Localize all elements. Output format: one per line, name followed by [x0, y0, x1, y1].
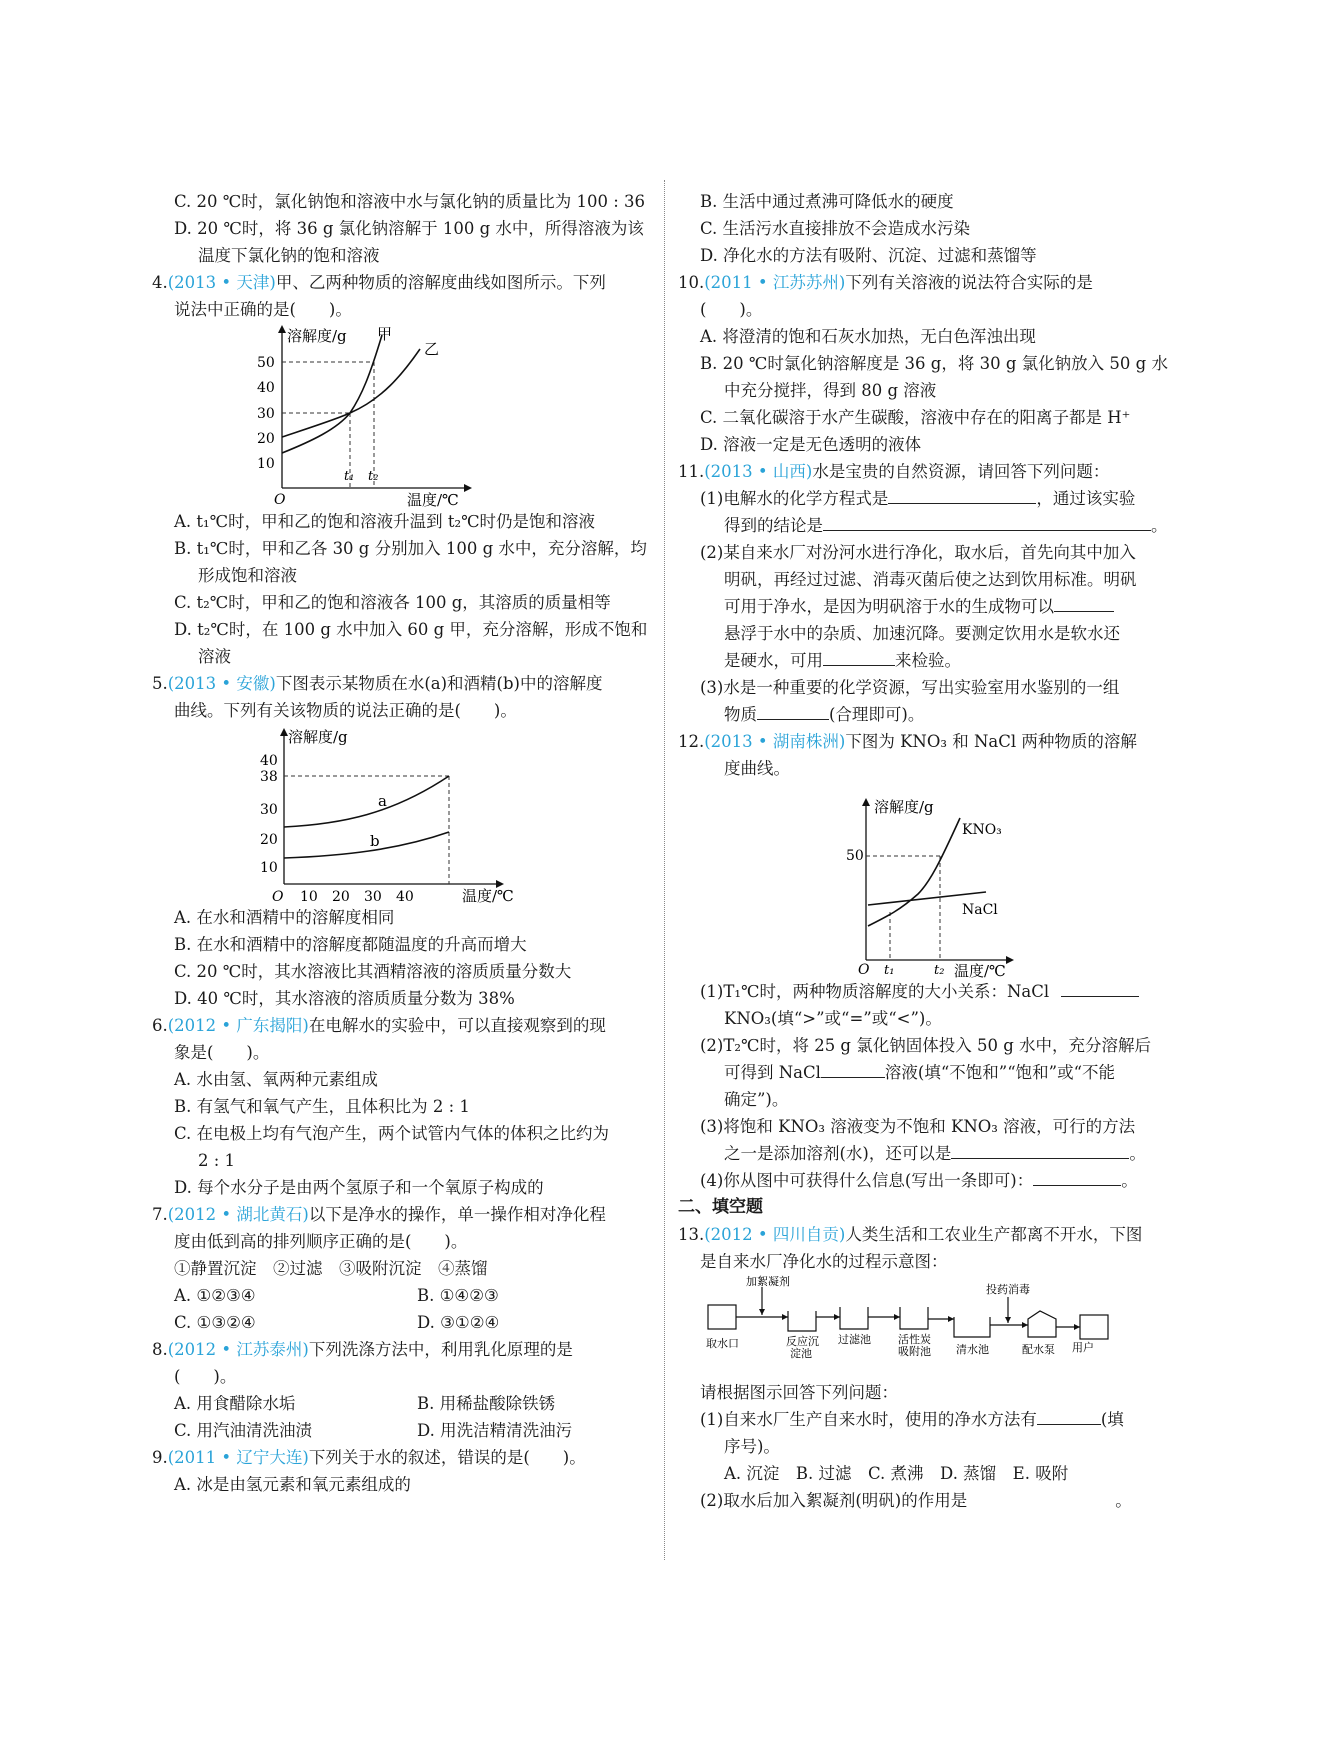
- q7-option-d: D. ③①②④: [417, 1313, 500, 1332]
- q10-option-b: B. 20 ℃时氯化钠溶解度是 36 g，将 30 g 氯化钠放入 50 g 水: [700, 354, 1168, 373]
- q7-stem-cont: 度由低到高的排列顺序正确的是( )。: [174, 1232, 468, 1251]
- q5-option-d: D. 40 ℃时，其水溶液的溶质质量分数为 38%: [174, 989, 515, 1008]
- q5-curve-b: [284, 832, 449, 858]
- q9-option-a: A. 冰是由氢元素和氧元素组成的: [174, 1475, 411, 1494]
- q4-series-jia: 甲: [377, 325, 393, 343]
- q12-series-nacl: NaCl: [962, 902, 998, 918]
- filter-tank: [840, 1307, 868, 1329]
- q13-part1: (1)自来水厂生产自来水时，使用的净水方法有 (填: [678, 1406, 1178, 1433]
- q11-part2-cont: 明矾，再经过过滤、消毒灭菌后使之达到饮用标准。明矾: [724, 570, 1137, 589]
- q4-stem-cont: 说法中正确的是( )。: [174, 300, 352, 319]
- q10-option-b-cont: 中充分搅拌，得到 80 g 溶液: [724, 381, 937, 400]
- answer-blank[interactable]: [1037, 1406, 1101, 1425]
- label-tank3: 活性炭: [898, 1333, 931, 1346]
- label-coagulant: 加絮凝剂: [746, 1275, 790, 1288]
- q9-option-c: C. 生活污水直接排放不会造成水污染: [700, 219, 971, 238]
- q7-option-c: C. ①③②④: [174, 1313, 256, 1332]
- q11-part2-cont: 是硬水，可用 来检验。: [678, 647, 1178, 674]
- label-tank3-cont: 吸附池: [898, 1345, 931, 1358]
- q4-option-d: D. t₂℃时，在 100 g 水中加入 60 g 甲，充分溶解，形成不饱和: [174, 620, 648, 639]
- q5-stem-cont: 曲线。下列有关该物质的说法正确的是( )。: [174, 701, 517, 720]
- q5-ytick: 30: [260, 802, 278, 818]
- pump-house: [1028, 1311, 1056, 1337]
- q4-ytick: 40: [257, 380, 275, 396]
- q5-option-c: C. 20 ℃时，其水溶液比其酒精溶液的溶质质量分数大: [174, 962, 572, 981]
- q12-stem-cont: 度曲线。: [724, 759, 790, 778]
- q11-stem: 11.(2013 • 山西)水是宝贵的自然资源，请回答下列问题：: [678, 462, 1110, 481]
- q12-x-arrow: [1006, 956, 1014, 964]
- q8-options-cd: [152, 1417, 652, 1444]
- q4-x-arrow: [464, 484, 472, 492]
- q10-option-c: C. 二氧化碳溶于水产生碳酸，溶液中存在的阳离子都是 H⁺: [700, 408, 1131, 427]
- q5-y-label: 溶解度/g: [288, 728, 348, 746]
- q12-ytick: 50: [846, 848, 864, 864]
- q11-part3: (3)水是一种重要的化学资源，写出实验室用水鉴别的一组: [700, 678, 1120, 697]
- q5-stem: 5.(2013 • 安徽)下图表示某物质在水(a)和酒精(b)中的溶解度: [152, 674, 603, 693]
- q10-option-a: A. 将澄清的饱和石灰水加热，无白色浑浊出现: [700, 327, 1036, 346]
- user-box: [1080, 1315, 1108, 1339]
- q11-part2: (2)某自来水厂对汾河水进行净化，取水后，首先向其中加入: [700, 543, 1136, 562]
- q5-xtick: 10: [300, 889, 318, 904]
- q13-instruction: 请根据图示回答下列问题：: [700, 1383, 898, 1402]
- q3-option-d-cont: 温度下氯化钠的饱和溶液: [198, 246, 380, 265]
- q12-origin: O: [858, 962, 870, 978]
- q4-ytick: 30: [257, 406, 275, 422]
- intake-box: [708, 1305, 736, 1329]
- sedimentation-tank: [788, 1311, 816, 1331]
- q4-ytick: 20: [257, 431, 275, 447]
- q4-y-arrow: [278, 325, 286, 333]
- answer-blank[interactable]: [1033, 1167, 1121, 1186]
- q5-series-b: b: [370, 832, 380, 850]
- q9-option-b: B. 生活中通过煮沸可降低水的硬度: [700, 192, 954, 211]
- q12-xtick: t₁: [884, 963, 895, 978]
- q7-source: (2012 • 湖北黄石): [167, 1205, 309, 1224]
- q5-origin: O: [272, 889, 284, 904]
- label-user: 用户: [1072, 1341, 1094, 1354]
- q9-option-d: D. 净化水的方法有吸附、沉淀、过滤和蒸馏等: [700, 246, 1037, 265]
- label-tank1-cont: 淀池: [790, 1347, 812, 1360]
- arrowhead: [759, 1309, 765, 1315]
- q4-xtick: t₂: [368, 469, 379, 484]
- q3-option-c: C. 20 ℃时，氯化钠饱和溶液中水与氯化钠的质量比为 100 : 36: [174, 192, 646, 211]
- q4-option-c: C. t₂℃时，甲和乙的饱和溶液各 100 g，其溶质的质量相等: [174, 593, 611, 612]
- q5-curve-a: [284, 776, 449, 827]
- q5-ytick: 40: [260, 753, 278, 769]
- q5-series-a: a: [378, 792, 387, 810]
- q6-source: (2012 • 广东揭阳): [167, 1016, 309, 1035]
- arrowhead: [948, 1316, 954, 1322]
- q5-ytick: 20: [260, 832, 278, 848]
- left-column: [152, 188, 652, 1498]
- label-tank2: 过滤池: [838, 1333, 871, 1346]
- q8-stem: 8.(2012 • 江苏泰州)下列洗涤方法中，利用乳化原理的是: [152, 1340, 573, 1359]
- q5-ytick: 10: [260, 860, 278, 876]
- arrowhead: [1022, 1322, 1028, 1328]
- q4-option-b-cont: 形成饱和溶液: [198, 566, 297, 585]
- column-divider: [664, 180, 665, 1560]
- q4-curve-yi: [282, 349, 420, 437]
- label-pump: 配水泵: [1022, 1343, 1055, 1356]
- q13-stem: 13.(2012 • 四川自贡)人类生活和工农业生产都离不开水，下图: [678, 1225, 1143, 1244]
- q13-source: (2012 • 四川自贡): [704, 1225, 846, 1244]
- arrowhead: [1005, 1317, 1011, 1323]
- q4-option-b: B. t₁℃时，甲和乙各 30 g 分别加入 100 g 水中，充分溶解，均: [174, 539, 647, 558]
- q7-option-b: B. ①④②③: [417, 1286, 499, 1305]
- q12-part2-cont: 可得到 NaCl 溶液(填“不饱和”“饱和”或“不能: [678, 1059, 1178, 1086]
- q12-source: (2013 • 湖南株洲): [704, 732, 846, 751]
- q4-option-d-cont: 溶液: [198, 647, 231, 666]
- q5-xtick: 20: [332, 889, 350, 904]
- q4-x-label: 温度/℃: [407, 491, 459, 508]
- q9-source: (2011 • 辽宁大连): [167, 1448, 309, 1467]
- arrowhead: [834, 1314, 840, 1320]
- answer-blank[interactable]: [821, 1059, 885, 1078]
- q6-option-c: C. 在电极上均有气泡产生，两个试管内气体的体积之比约为: [174, 1124, 610, 1143]
- arrowhead: [894, 1314, 900, 1320]
- water-treatment-diagram: [678, 1275, 1178, 1379]
- q4-stem: 4.(2013 • 天津)甲、乙两种物质的溶解度曲线如图所示。下列: [152, 273, 606, 292]
- q7-options-ab: [152, 1282, 652, 1309]
- q13-part1-cont: 序号)。: [724, 1437, 780, 1456]
- q11-part1: (1)电解水的化学方程式是 ，通过该实验: [678, 485, 1178, 512]
- q8-stem-cont: ( )。: [174, 1367, 237, 1386]
- q7-stem: 7.(2012 • 湖北黄石)以下是净水的操作，单一操作相对净化程: [152, 1205, 606, 1224]
- q5-xtick: 30: [364, 889, 382, 904]
- q12-series-kno3: KNO₃: [962, 822, 1002, 838]
- q4-y-label: 溶解度/g: [287, 327, 347, 345]
- q12-part1-cont: KNO₃(填“>”或“=”或“<”)。: [724, 1009, 942, 1028]
- right-column: [678, 188, 1178, 1514]
- q6-option-b: B. 有氢气和氧气产生，且体积比为 2 : 1: [174, 1097, 470, 1116]
- q8-option-a: A. 用食醋除水垢: [174, 1394, 296, 1413]
- q12-y-arrow: [862, 798, 870, 806]
- q4-ytick: 50: [257, 355, 275, 371]
- q12-x-label: 温度/℃: [954, 962, 1006, 978]
- label-tank1: 反应沉: [786, 1335, 819, 1348]
- q5-option-a: A. 在水和酒精中的溶解度相同: [174, 908, 395, 927]
- q9-stem: 9.(2011 • 辽宁大连)下列关于水的叙述，错误的是( )。: [152, 1448, 586, 1467]
- q11-part2-cont: 悬浮于水中的杂质、加速沉降。要测定饮用水是软水还: [724, 624, 1120, 643]
- q5-xtick: 40: [396, 889, 414, 904]
- answer-blank[interactable]: [1054, 593, 1114, 612]
- q11-source: (2013 • 山西): [704, 462, 813, 481]
- q6-option-c-cont: 2 : 1: [198, 1151, 236, 1170]
- q8-source: (2012 • 江苏泰州): [167, 1340, 309, 1359]
- q10-stem: 10.(2011 • 江苏苏州)下列有关溶液的说法符合实际的是: [678, 273, 1093, 292]
- answer-blank[interactable]: [951, 1140, 1129, 1159]
- q12-part3: (3)将饱和 KNO₃ 溶液变为不饱和 KNO₃ 溶液，可行的方法: [700, 1117, 1136, 1136]
- q6-stem: 6.(2012 • 广东揭阳)在电解水的实验中，可以直接观察到的现: [152, 1016, 606, 1035]
- q13-part1-options: A. 沉淀 B. 过滤 C. 煮沸 D. 蒸馏 E. 吸附: [724, 1464, 1069, 1483]
- q5-x-label: 温度/℃: [462, 887, 514, 904]
- q6-option-d: D. 每个水分子是由两个氢原子和一个氧原子构成的: [174, 1178, 544, 1197]
- q12-curve-kno3: [868, 818, 960, 926]
- label-tank4: 清水池: [956, 1343, 989, 1356]
- q12-part1: (1)T₁℃时，两种物质溶解度的大小关系：NaCl: [678, 978, 1178, 1005]
- q5-ytick: 38: [260, 769, 278, 785]
- q8-option-d: D. 用洗洁精清洗油污: [417, 1421, 573, 1440]
- q4-ytick: 10: [257, 456, 275, 472]
- arrowhead: [1074, 1324, 1080, 1330]
- q6-option-a: A. 水由氢、氧两种元素组成: [174, 1070, 378, 1089]
- q11-part1-cont: 得到的结论是 。: [678, 512, 1178, 539]
- q5-source: (2013 • 安徽): [167, 674, 276, 693]
- q12-part2-cont: 确定”)。: [724, 1090, 789, 1109]
- q7-option-a: A. ①②③④: [174, 1286, 256, 1305]
- q10-stem-cont: ( )。: [700, 300, 763, 319]
- clear-water-tank: [954, 1317, 990, 1337]
- q12-part4: (4)你从图中可获得什么信息(写出一条即可)： 。: [678, 1167, 1178, 1194]
- q3-option-d: D. 20 ℃时，将 36 g 氯化钠溶解于 100 g 水中，所得溶液为该: [174, 219, 644, 238]
- q12-stem: 12.(2013 • 湖南株洲)下图为 KNO₃ 和 NaCl 两种物质的溶解: [678, 732, 1137, 751]
- q10-option-d: D. 溶液一定是无色透明的液体: [700, 435, 922, 454]
- answer-blank[interactable]: [888, 485, 1036, 504]
- q5-y-arrow: [280, 728, 288, 736]
- q4-series-yi: 乙: [424, 340, 440, 358]
- q8-option-c: C. 用汽油清洗油渍: [174, 1421, 313, 1440]
- carbon-tank: [900, 1307, 928, 1329]
- q4-origin: O: [274, 492, 286, 508]
- q12-part2: (2)T₂℃时，将 25 g 氯化钠固体投入 50 g 水中，充分溶解后: [700, 1036, 1152, 1055]
- q4-solubility-chart: [152, 323, 652, 508]
- q8-options-ab: [152, 1390, 652, 1417]
- q13-part2: (2)取水后加入絮凝剂(明矾)的作用是 。: [700, 1491, 1132, 1510]
- q12-solubility-chart: [678, 782, 1178, 978]
- section-heading: 二、填空题: [678, 1197, 763, 1217]
- q13-stem-cont: 是自来水厂净化水的过程示意图：: [700, 1252, 948, 1271]
- label-disinfect: 投药消毒: [986, 1283, 1030, 1296]
- arrowhead: [782, 1314, 788, 1320]
- q6-stem-cont: 象是( )。: [174, 1043, 270, 1062]
- q5-solubility-chart: [152, 724, 652, 904]
- q11-part2-cont: 可用于净水，是因为明矾溶于水的生成物可以: [678, 593, 1178, 620]
- answer-blank[interactable]: [823, 512, 1151, 531]
- q8-option-b: B. 用稀盐酸除铁锈: [417, 1394, 556, 1413]
- answer-blank[interactable]: [823, 647, 895, 666]
- q4-xtick: t₁: [344, 469, 355, 484]
- q12-part3-cont: 之一是添加溶剂(水)，还可以是 。: [678, 1140, 1178, 1167]
- q4-source: (2013 • 天津): [167, 273, 276, 292]
- q5-option-b: B. 在水和酒精中的溶解度都随温度的升高而增大: [174, 935, 527, 954]
- q7-options-cd: [152, 1309, 652, 1336]
- q7-steps: ①静置沉淀 ②过滤 ③吸附沉淀 ④蒸馏: [174, 1259, 488, 1278]
- answer-blank[interactable]: [757, 701, 829, 720]
- answer-blank[interactable]: [1061, 978, 1139, 997]
- q11-part3-cont: 物质 (合理即可)。: [678, 701, 1178, 728]
- q12-y-label: 溶解度/g: [874, 798, 934, 816]
- q10-source: (2011 • 江苏苏州): [704, 273, 846, 292]
- label-intake: 取水口: [706, 1337, 739, 1350]
- q4-curve-jia: [282, 335, 382, 453]
- q4-option-a: A. t₁℃时，甲和乙的饱和溶液升温到 t₂℃时仍是饱和溶液: [174, 512, 596, 531]
- q12-xtick: t₂: [934, 963, 945, 978]
